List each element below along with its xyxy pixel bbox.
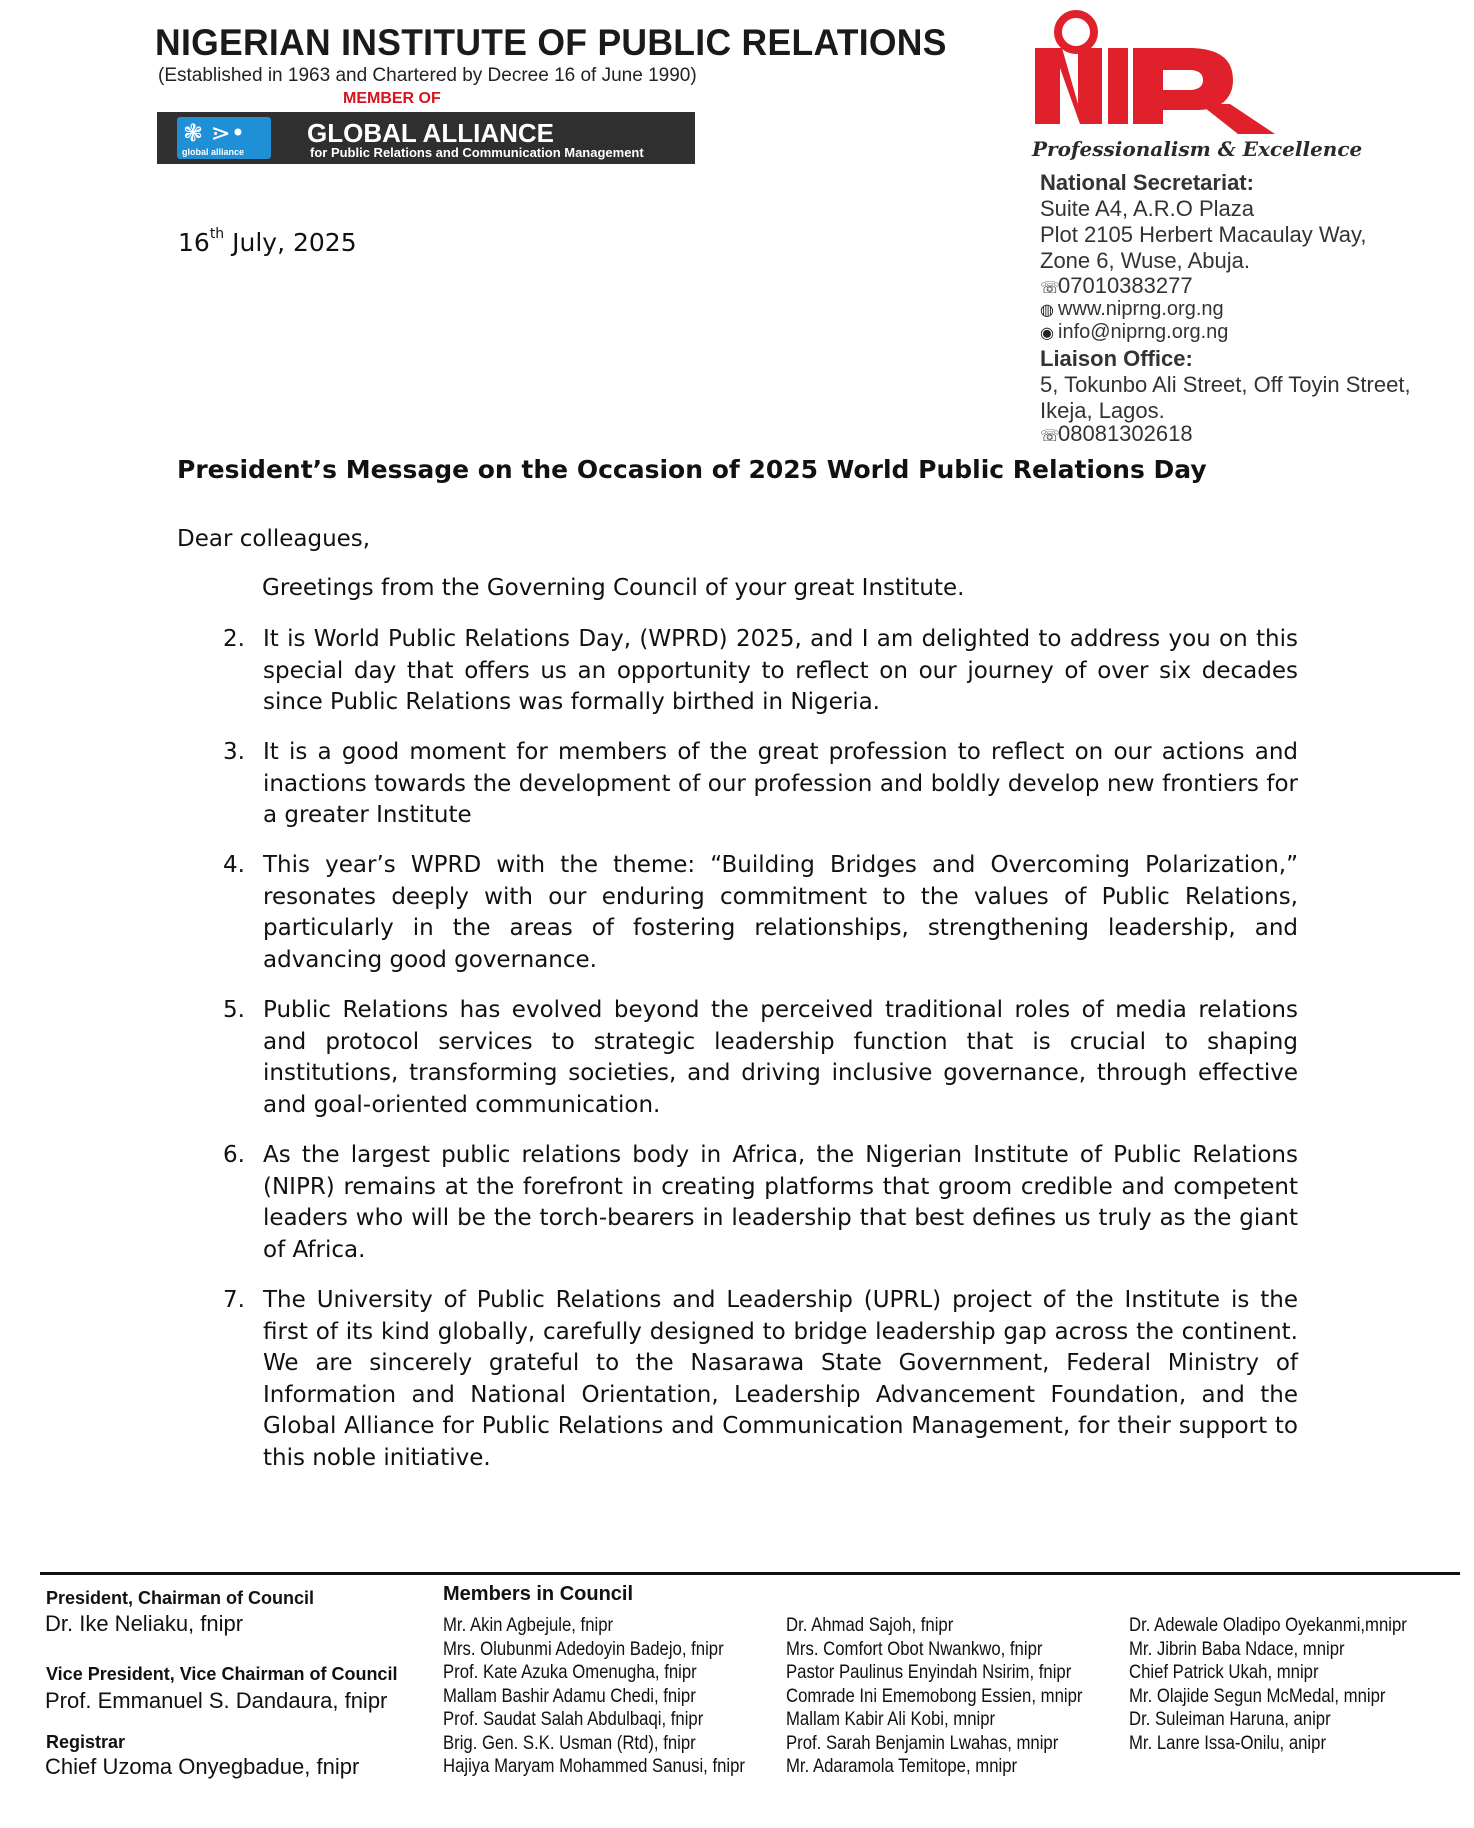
- council-member: Mr. Adaramola Temitope, mnipr: [786, 1756, 1018, 1777]
- council-member: Chief Patrick Ukah, mnipr: [1129, 1662, 1319, 1683]
- secretariat-line3: Zone 6, Wuse, Abuja.: [1040, 248, 1250, 273]
- council-member: Dr. Ahmad Sajoh, fnipr: [786, 1615, 954, 1636]
- nipr-logo: [1030, 6, 1275, 136]
- greeting: Greetings from the Governing Council of your great Institute.: [262, 575, 965, 601]
- council-member: Pastor Paulinus Enyindah Nsirim, fnipr: [786, 1662, 1072, 1683]
- phone-icon: ☏: [1040, 428, 1061, 445]
- global-alliance-title: GLOBAL ALLIANCE: [307, 118, 554, 148]
- vp-name: Prof. Emmanuel S. Dandaura, fnipr: [45, 1688, 388, 1713]
- council-member: Mr. Akin Agbejule, fnipr: [443, 1615, 614, 1636]
- global-alliance-logo: [177, 117, 271, 159]
- council-member: Dr. Adewale Oladipo Oyekanmi,mnipr: [1129, 1615, 1407, 1636]
- phone-icon: ☏: [1040, 280, 1061, 297]
- tagline: Professionalism & Excellence: [1032, 137, 1363, 161]
- council-member: Comrade Ini Ememobong Essien, mnipr: [786, 1685, 1083, 1707]
- flower-arrow-icon: ❃ ⋗•: [183, 119, 246, 147]
- secretariat-line2: Plot 2105 Herbert Macaulay Way,: [1040, 222, 1367, 247]
- liaison-line1: 5, Tokunbo Ali Street, Off Toyin Street,: [1040, 372, 1411, 397]
- established-note: (Established in 1963 and Chartered by Decree 16 of June 1990): [158, 65, 697, 86]
- president-name: Dr. Ike Neliaku, fnipr: [45, 1611, 244, 1636]
- global-alliance-subtitle: for Public Relations and Communication Management: [310, 145, 644, 160]
- council-member: Mr. Lanre Issa-Onilu, anipr: [1129, 1732, 1327, 1754]
- salutation: Dear colleagues,: [177, 526, 371, 552]
- paragraph-4: 4. This year’s WPRD with the theme: “Building Bridges and Overcoming Polarization,” resonates deeply with our enduring commitment to the values of Public Relations, particularly in the areas of fostering relationships, strengthening leadership, and advancing good governance.: [223, 852, 1298, 973]
- global-alliance-banner: [157, 112, 695, 164]
- paragraph-5: 5. Public Relations has evolved beyond the perceived traditional roles of media relations and protocol services to strategic leadership function that is crucial to shaping institutions, transforming societies, and driving inclusive governance, through effective and goal-oriented communication.: [223, 997, 1298, 1118]
- vp-label: Vice President, Vice Chairman of Council: [46, 1664, 398, 1684]
- secretariat-label: National Secretariat:: [1040, 170, 1254, 195]
- members-column-1: [443, 1614, 745, 1779]
- member-of-label: MEMBER OF: [343, 90, 441, 107]
- paragraph-7: 7. The University of Public Relations and Leadership (UPRL) project of the Institute is the first of its kind globally, carefully designed to bridge leadership gap across the continent. We are sincerely grateful to the Nasarawa State Government, Federal Ministry of Information and National Orientation, Leadership Advancement Foundation, and the Global Alliance for Public Relations and Communication Management, for their support to this noble initiative.: [223, 1287, 1298, 1471]
- secretariat-phone: ☏07010383277: [1040, 273, 1193, 302]
- president-label: President, Chairman of Council: [46, 1588, 315, 1608]
- org-name: NIGERIAN INSTITUTE OF PUBLIC RELATIONS: [155, 22, 947, 63]
- secretariat-line1: Suite A4, A.R.O Plaza: [1040, 196, 1255, 221]
- council-member: Mallam Bashir Adamu Chedi, fnipr: [443, 1685, 696, 1707]
- paragraph-3: 3. It is a good moment for members of the great profession to reflect on our actions and inactions towards the development of our profession and boldly develop new frontiers for a greater Institute: [223, 739, 1298, 828]
- council-member: Mr. Olajide Segun McMedal, mnipr: [1129, 1685, 1386, 1707]
- council-member: Prof. Saudat Salah Abdulbaqi, fnipr: [443, 1709, 704, 1730]
- paragraph-2: 2. It is World Public Relations Day, (WPRD) 2025, and I am delighted to address you on this special day that offers us an opportunity to reflect on our journey of over six decades since Public Relations was formally birthed in Nigeria.: [223, 626, 1298, 715]
- footer-divider: [40, 1572, 1460, 1575]
- members-in-council-title: Members in Council: [443, 1583, 634, 1605]
- council-member: Mr. Jibrin Baba Ndace, mnipr: [1129, 1638, 1345, 1660]
- registrar-label: Registrar: [46, 1732, 126, 1752]
- paragraph-6: 6. As the largest public relations body in Africa, the Nigerian Institute of Public Relations (NIPR) remains at the forefront in creating platforms that groom credible and competent leaders who will be the torch-bearers in leadership that best defines us truly as the giant of Africa.: [223, 1142, 1298, 1263]
- members-column-2: [786, 1614, 1082, 1779]
- council-member: Mallam Kabir Ali Kobi, mnipr: [786, 1709, 996, 1730]
- liaison-phone: ☏08081302618: [1040, 421, 1193, 450]
- council-member: Hajiya Maryam Mohammed Sanusi, fnipr: [443, 1756, 746, 1777]
- council-member: Mrs. Comfort Obot Nwankwo, fnipr: [786, 1638, 1043, 1660]
- council-member: Prof. Kate Azuka Omenugha, fnipr: [443, 1662, 697, 1683]
- council-member: Mrs. Olubunmi Adedoyin Badejo, fnipr: [443, 1638, 724, 1660]
- registrar-name: Chief Uzoma Onyegbadue, fnipr: [45, 1754, 360, 1779]
- council-member: Brig. Gen. S.K. Usman (Rtd), fnipr: [443, 1732, 696, 1754]
- globe-icon: ◍: [1040, 302, 1054, 319]
- council-member: Dr. Suleiman Haruna, anipr: [1129, 1709, 1331, 1730]
- global-alliance-logo-text: global alliance: [182, 147, 245, 157]
- letter-headline: President’s Message on the Occasion of 2025 World Public Relations Day: [177, 455, 1207, 484]
- members-column-3: [1129, 1614, 1407, 1755]
- liaison-line2: Ikeja, Lagos.: [1040, 398, 1165, 423]
- website[interactable]: ◍ www.niprng.org.ng: [1040, 296, 1224, 324]
- email[interactable]: ◉ info@niprng.org.ng: [1040, 319, 1228, 347]
- mail-icon: ◉: [1040, 325, 1054, 342]
- liaison-label: Liaison Office:: [1040, 346, 1193, 371]
- council-member: Prof. Sarah Benjamin Lwahas, mnipr: [786, 1732, 1059, 1754]
- letter-date: 16th July, 2025: [178, 226, 357, 257]
